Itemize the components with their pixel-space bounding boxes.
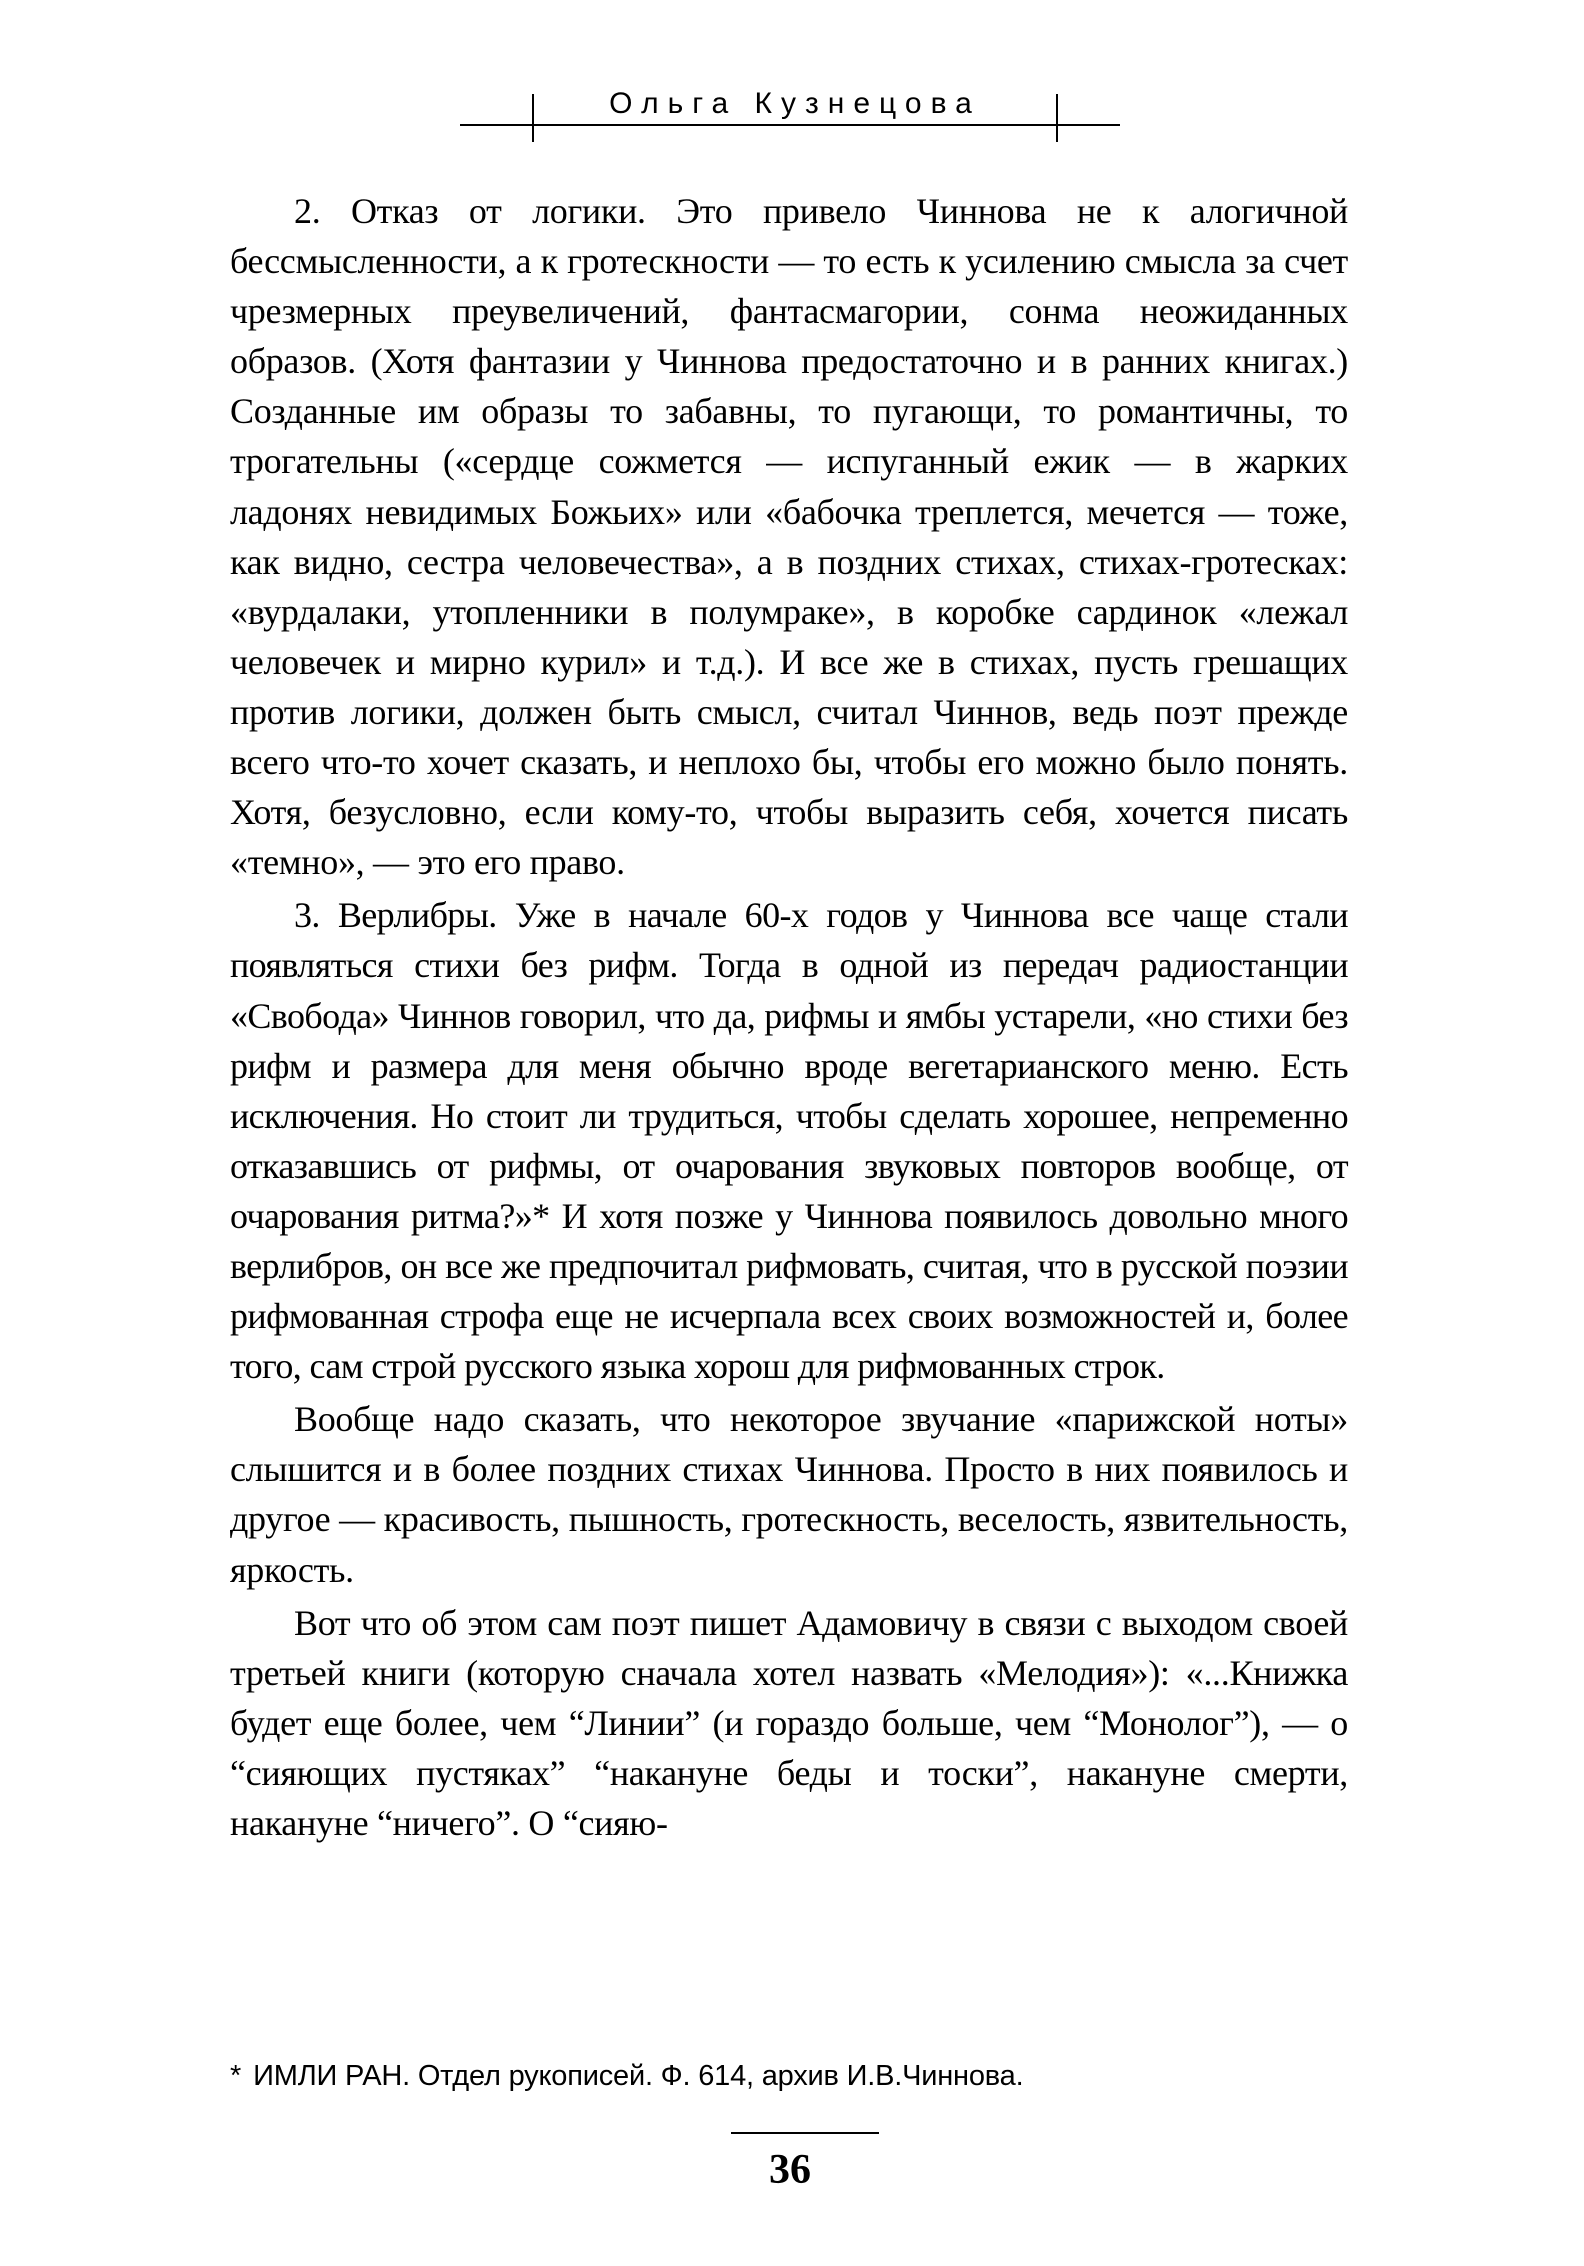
running-header: [460, 84, 1120, 144]
running-title: Ольга Кузнецова: [609, 87, 981, 120]
main-text: [230, 186, 1348, 1848]
paragraph-free-verse: 3. Верлибры. Уже в начале 60-х годов у Чиннова все чаще стали появляться стихи без рифм. Тогда в одной из передач радиостанции «Свобода» Чиннов говорил, что да, рифмы и ямбы устарели, «но стихи без рифм и размера для меня обычно вроде вегетарианского меню. Есть исключения. Но стоит ли трудиться, чтобы сделать хорошее, непременно отказавшись от рифмы, от очарования звуковых повторов вообще, от очарования ритма?»* И хотя позже у Чиннова появилось довольно много верлибров, он все же предпочитал рифмовать, считая, что в русской поэзии рифмованная строфа еще не исчерпала всех своих возможностей и, более того, сам строй русского языка хорош для рифмованных строк.: [230, 895, 1348, 1387]
page-number-rule: [731, 2132, 879, 2134]
footnote-mark: *: [230, 2060, 242, 2092]
paragraph-paris-note: Вообще надо сказать, что некоторое звучание «парижской ноты» слышится и в более поздних стихах Чиннова. Просто в них появилось и другое — красивость, пышность, гротескность, веселость, язвительность, яркость.: [230, 1399, 1348, 1590]
header-tick-right: [1056, 94, 1058, 142]
page-number: 36: [769, 2147, 811, 2193]
header-rule: [460, 124, 1120, 126]
paragraph-logic: 2. Отказ от логики. Это привело Чиннова не к алогичной бессмысленности, а к гротескности — то есть к усилению смысла за счет чрезмерных преувеличений, фантасмагории, сонма неожиданных образов. (Хотя фантазии у Чиннова предостаточно и в ранних книгах.) Созданные им образы то забавны, то пугающи, то романтичны, то трогательны («сердце сожмется — испуганный ежик — в жарких ладонях невидимых Божьих» или «бабочка треплется, мечется — тоже, как видно, сестра человечества», а в поздних стихах, стихах-гротесках: «вурдалаки, утопленники в полумраке», в коробке сардинок «лежал человечек и мирно курил» и т.д.). И все же в стихах, пусть грешащих против логики, должен быть смысл, считал Чиннов, ведь поэт прежде всего что-то хочет сказать, и неплохо бы, чтобы его можно было понять. Хотя, безусловно, если кому-то, чтобы выразить себя, хочется писать «темно», — это его право.: [230, 191, 1348, 883]
paragraph-adamovich-letter: Вот что об этом сам поэт пишет Адамовичу в связи с выходом своей третьей книги (которую сначала хотел назвать «Мелодия»): «...Книжка будет еще более, чем “Линии” (и гораздо больше, чем “Монолог”), — о “сияющих пустяках” “накануне беды и тоски”, накануне смерти, накануне “ничего”. О “сияю-: [230, 1602, 1348, 1843]
footnote-text: ИМЛИ РАН. Отдел рукописей. Ф. 614, архив И.В.Чиннова.: [253, 2060, 1024, 2092]
header-tick-left: [532, 94, 534, 142]
footnote: [230, 2058, 1348, 2094]
